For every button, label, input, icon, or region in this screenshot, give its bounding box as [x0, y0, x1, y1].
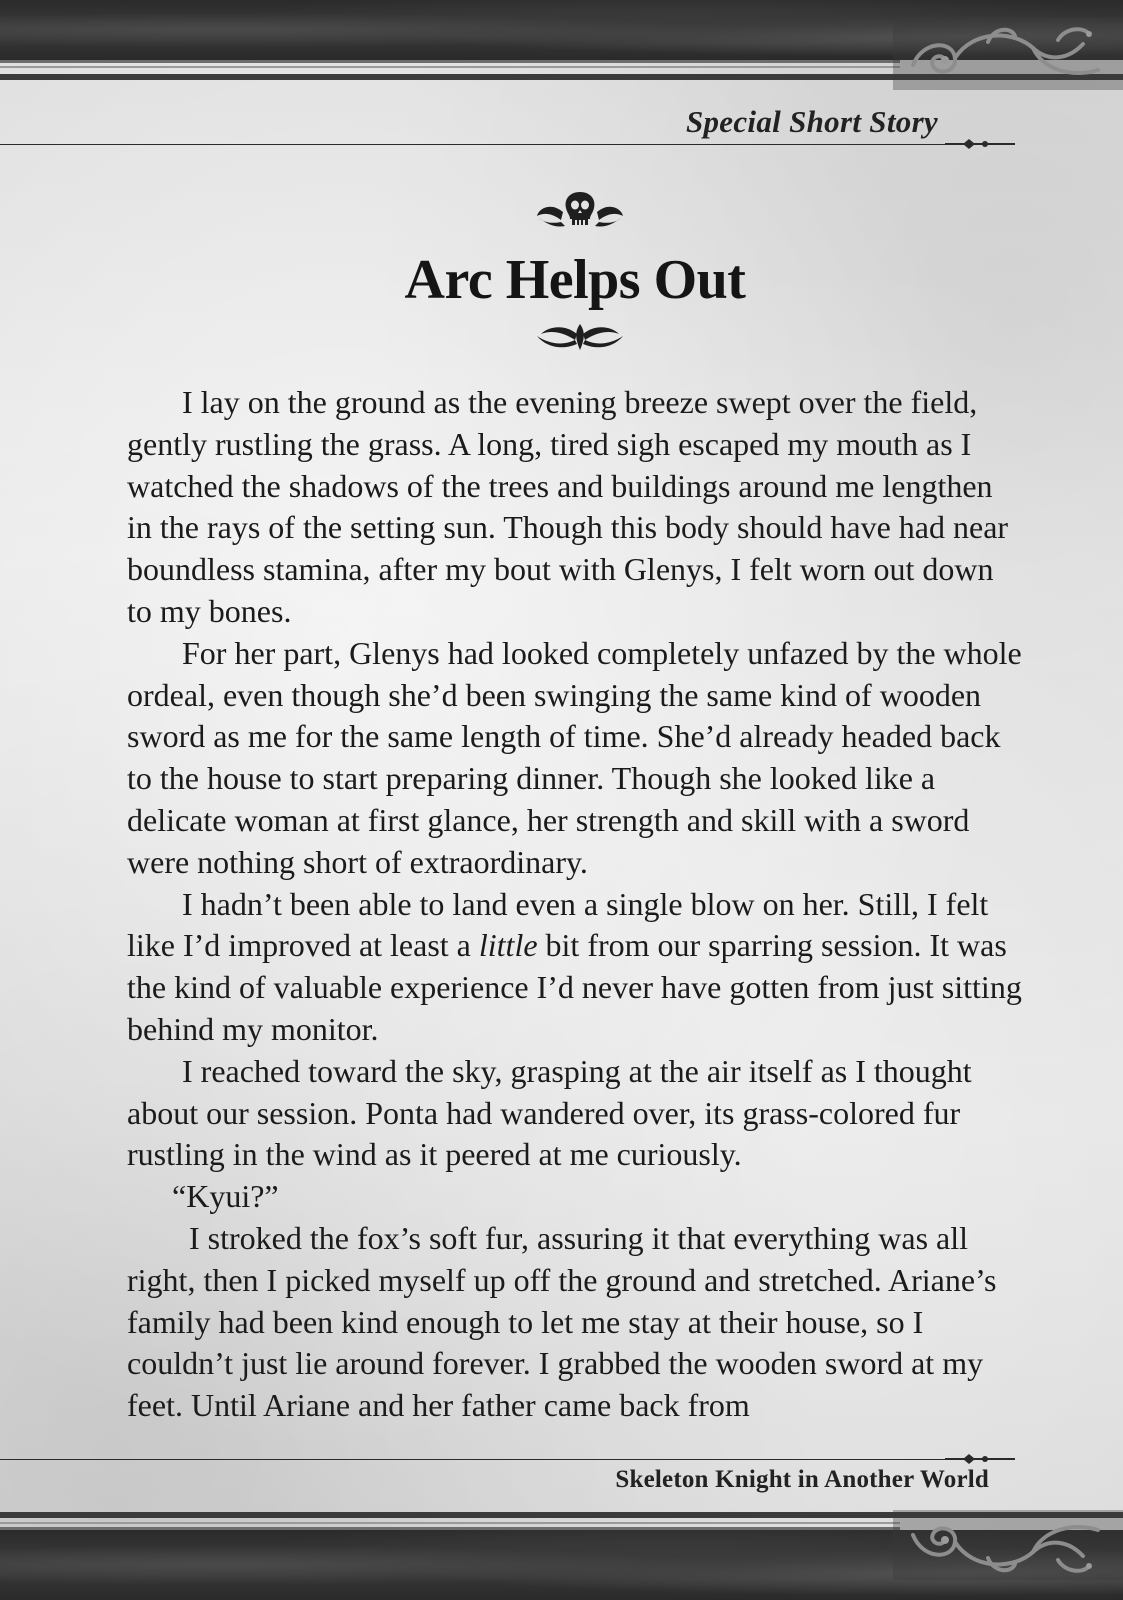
paragraph-text: I hadn’t been able to land even a single blow on her. Still, I felt like I’d improved at least a [127, 885, 989, 964]
flourish-ornament-icon [533, 322, 627, 352]
paragraph [127, 884, 1022, 1051]
paragraph: I stroked the fox’s soft fur, assuring it that everything was all right, then I picked myself up off the ground and stretched. Ariane’s family had been kind enough to let me stay at their house, so I couldn’t just lie around forever. I grabbed the wooden sword at my feet. Until Ariane and her father came back from [127, 1219, 997, 1424]
scroll-flourish-icon [893, 20, 1123, 90]
dialog-line: “Kyui?” [172, 1178, 279, 1215]
header-label: Special Short Story [685, 104, 938, 139]
header-rule [0, 144, 1000, 145]
bottom-border-line-2 [0, 1522, 900, 1524]
paragraph: I reached toward the sky, grasping at the air itself as I thought about our session. Ponta had wandered over, its grass-colored fur rustling in the wind as it peered at me curiously. [127, 1052, 972, 1173]
footer-rule [0, 1459, 1000, 1460]
emphasis-text: little [478, 927, 538, 964]
paragraph-text: bit from our sparring session. It was the kind of valuable experience I’d never have gotten from just sitting behind my monitor. [127, 927, 1022, 1047]
paragraph: I lay on the ground as the evening breeze swept over the field, gently rustling the grass. A long, tired sigh escaped my mouth as I watched the shadows of the trees and buildings around me lengthen in the rays of the setting sun. Though this body should have had near boundless stamina, after my bout with Glenys, I felt worn out down to my bones. [127, 384, 1009, 629]
top-border-line [0, 60, 900, 63]
skull-ornament-icon [533, 188, 627, 230]
rule-end-ornament [945, 1453, 1015, 1465]
rule-end-ornament [945, 138, 1015, 150]
scroll-flourish-icon [893, 1510, 1123, 1580]
paragraph: For her part, Glenys had looked completely unfazed by the whole ordeal, even though she’d been swinging the same kind of wooden sword as me for the same length of time. She’d already headed back to the house to start preparing dinner. Though she looked like a delicate woman at first glance, her strength and skill with a sword were nothing short of extraordinary. [127, 634, 1022, 880]
footer-label: Skeleton Knight in Another World [615, 1466, 989, 1493]
story-body [127, 382, 1022, 1427]
top-border-line-2 [0, 66, 900, 68]
page-title: Arc Helps Out [404, 249, 746, 311]
